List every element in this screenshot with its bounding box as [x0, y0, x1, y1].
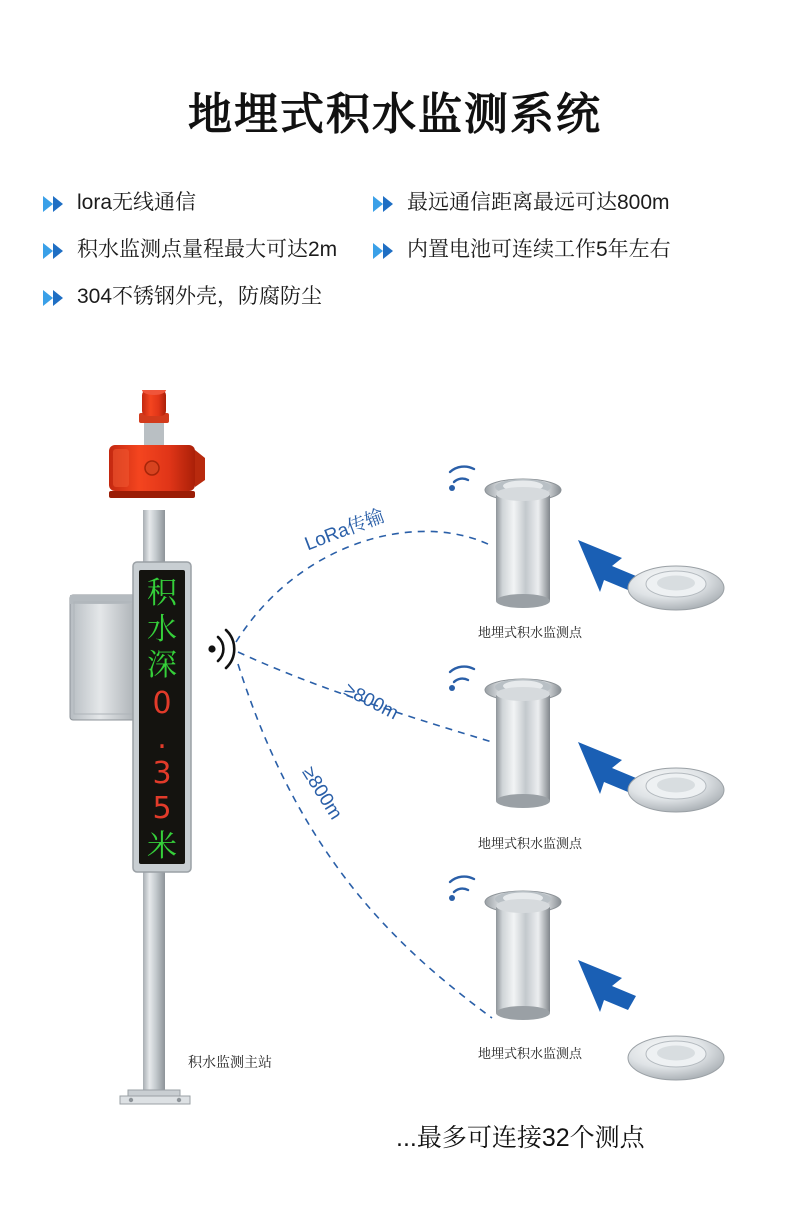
feature-item-battery: [372, 237, 742, 262]
feature-label: 内置电池可连续工作5年左右: [407, 238, 671, 262]
feature-row: [42, 237, 752, 262]
svg-text:积: 积: [147, 576, 177, 611]
arc-label-distance-2: ≥800m: [297, 763, 347, 824]
double-chevron-icon: [372, 241, 398, 261]
feature-label: 最远通信距离最远可达800m: [407, 191, 670, 214]
diagram-graphics: [0, 390, 790, 1190]
footer-note: ...最多可连接32个测点: [396, 1124, 645, 1152]
feature-item-depth: [42, 237, 372, 262]
double-chevron-icon: [42, 288, 68, 308]
feature-row: [42, 284, 752, 309]
node-label-2: 地埋式积水监测点: [478, 836, 583, 851]
svg-text:0: 0: [152, 686, 172, 721]
feature-list: [42, 190, 752, 332]
feature-label: 积水监测点量程最大可达2m: [77, 238, 338, 262]
feature-item-housing: [42, 284, 372, 309]
svg-text:3: 3: [152, 756, 172, 791]
feature-item-lora: [42, 190, 372, 215]
svg-text:深: 深: [147, 648, 177, 683]
node-label-3: 地埋式积水监测点: [478, 1046, 583, 1061]
feature-row: [42, 190, 752, 215]
double-chevron-icon: [372, 194, 398, 214]
svg-text:米: 米: [147, 829, 177, 864]
svg-text:5: 5: [152, 791, 172, 826]
system-diagram: [0, 390, 790, 1190]
feature-label: 304不锈钢外壳，防腐防尘: [77, 285, 323, 309]
page-title: 地埋式积水监测系统: [188, 89, 602, 140]
master-station-label: 积水监测主站: [188, 1054, 272, 1070]
svg-text:.: .: [157, 721, 167, 756]
node-label-1: 地埋式积水监测点: [478, 625, 583, 640]
feature-item-range: [372, 190, 742, 215]
arc-label-distance-1: ≥800m: [340, 679, 402, 725]
feature-label: lora无线通信: [77, 191, 197, 214]
arc-label-lora: LoRa传输: [301, 505, 388, 556]
svg-text:水: 水: [147, 612, 177, 647]
double-chevron-icon: [42, 194, 68, 214]
double-chevron-icon: [42, 241, 68, 261]
